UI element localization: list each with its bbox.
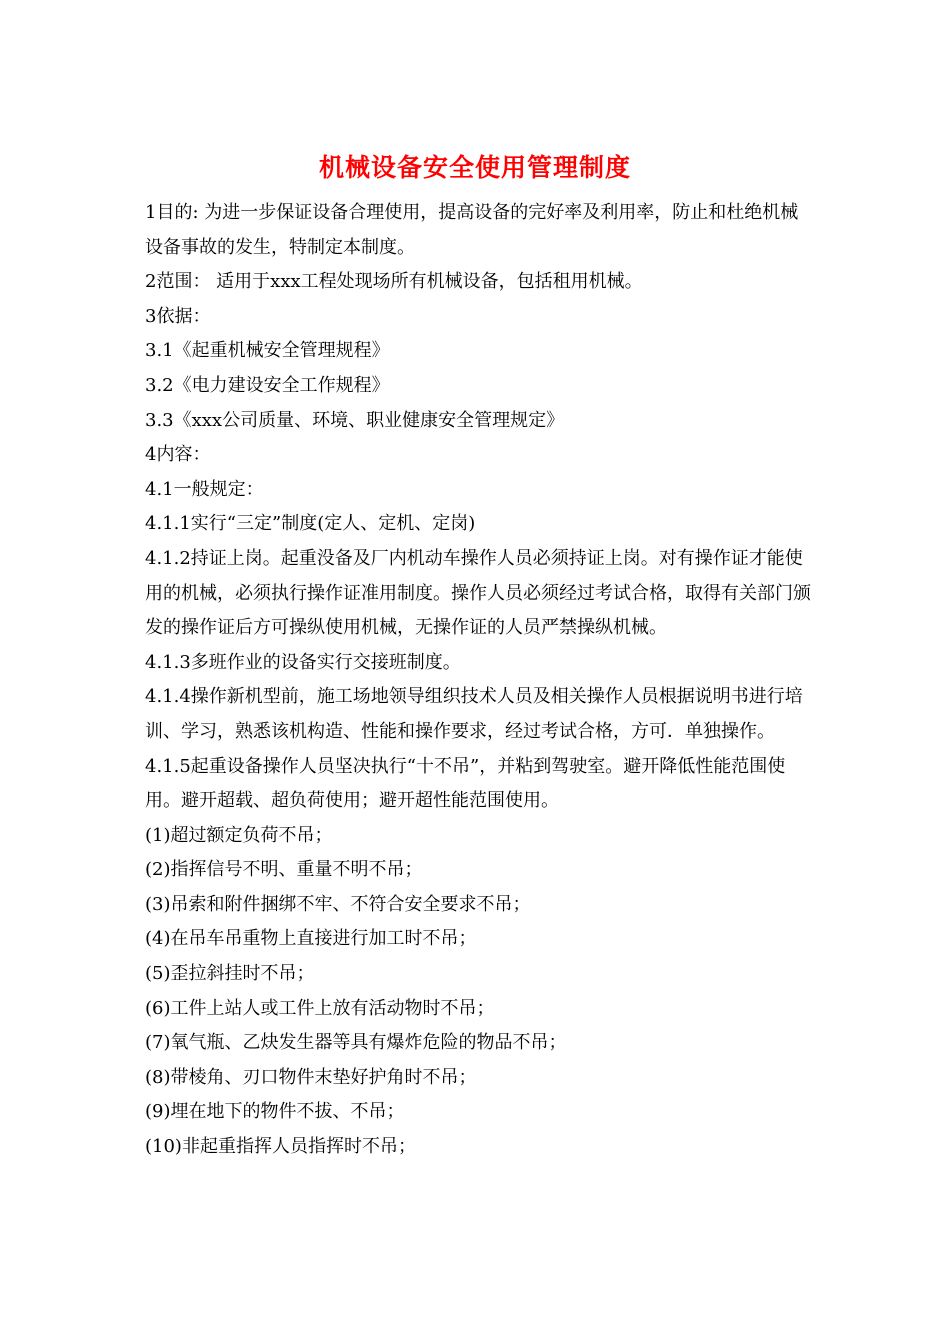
list-item: (10)非起重指挥人员指挥时不吊；	[145, 1136, 416, 1158]
list-item: (9)埋在地下的物件不拔、不吊；	[145, 1101, 405, 1123]
paragraph-4-1-3: 4.1.3多班作业的设备实行交接班制度。	[145, 651, 461, 673]
list-item: (8)带棱角、刃口物件末垫好护角时不吊；	[145, 1066, 477, 1088]
document-body	[145, 196, 815, 1165]
paragraph-scope: 2范围： 适用于xxx工程处现场所有机械设备，包括租用机械。	[145, 271, 643, 293]
list-item: (6)工件上站人或工件上放有活动物时不吊；	[145, 997, 495, 1019]
list-item: (4)在吊车吊重物上直接进行加工时不吊；	[145, 928, 477, 950]
list-item: (2)指挥信号不明、重量不明不吊；	[145, 859, 423, 881]
paragraph-content: 4内容：	[145, 444, 211, 466]
paragraph-basis-3-2: 3.2《电力建设安全工作规程》	[145, 374, 390, 396]
document-title: 机械设备安全使用管理制度	[318, 153, 631, 182]
list-item: (5)歪拉斜挂时不吊；	[145, 963, 315, 985]
list-item: (3)吊索和附件捆绑不牢、不符合安全要求不吊；	[145, 893, 531, 915]
paragraph-4-1-4: 4.1.4操作新机型前，施工场地领导组织技术人员及相关操作人员根据说明书进行培训、学习，熟悉该机构造、性能和操作要求，经过考试合格，方可．单独操作。	[145, 686, 803, 742]
list-item: (7)氧气瓶、乙炔发生器等具有爆炸危险的物品不吊；	[145, 1032, 567, 1054]
paragraph-4-1-5: 4.1.5起重设备操作人员坚决执行“十不吊”，并粘到驾驶室。避开降低性能范围使用。避开超载、超负荷使用；避开超性能范围使用。	[145, 755, 786, 812]
paragraph-basis-3-3: 3.3《xxx公司质量、环境、职业健康安全管理规定》	[145, 409, 565, 431]
list-item: (1)超过额定负荷不吊；	[145, 824, 333, 846]
paragraph-basis-3-1: 3.1《起重机械安全管理规程》	[145, 340, 390, 362]
paragraph-4-1-1: 4.1.1实行“三定”制度(定人、定机、定岗)	[145, 513, 476, 535]
paragraph-general-rules: 4.1一般规定：	[145, 478, 264, 500]
paragraph-4-1-2: 4.1.2持证上岗。起重没备及厂内机动车操作人员必须持证上岗。对有操作证才能使用的机械，必须执行操作证准用制度。操作人员必须经过考试合格，取得有关部门颁发的操作证后方可操纵使用机械，无操作证的人员严禁操纵机械。	[145, 547, 811, 639]
paragraph-purpose: 1目的: 为进一步保证设备合理使用，提高设备的完好率及利用率，防止和杜绝机械设备事故的发生，特制定本制度。	[145, 202, 799, 258]
paragraph-basis: 3依据：	[145, 305, 211, 327]
